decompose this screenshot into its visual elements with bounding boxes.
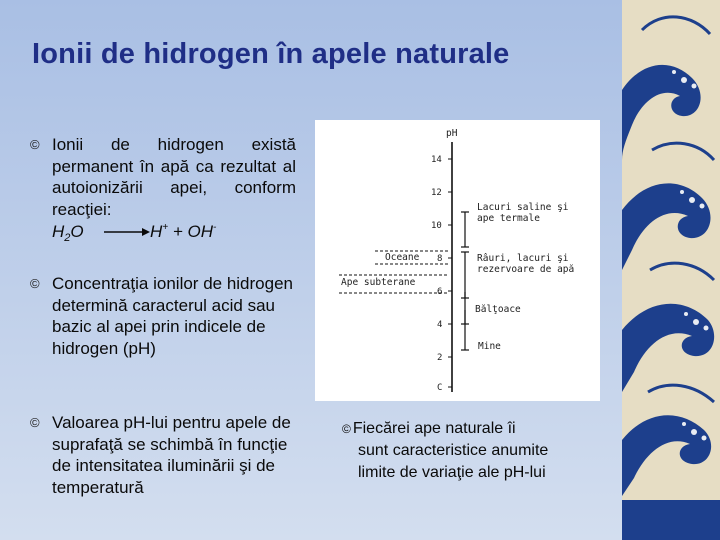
range-rauri-lacuri <box>461 252 574 298</box>
bullet-symbol: © <box>342 422 351 436</box>
tick-label: 10 <box>431 221 442 231</box>
bullet-symbol: © <box>30 276 40 291</box>
label-ape-subterane: Ape subterane <box>341 277 416 288</box>
range-baltoace <box>461 292 521 324</box>
ph-scale-svg <box>315 120 600 401</box>
label-rezervoare: rezervoare de apă <box>477 264 575 275</box>
note-ph-limits <box>342 418 610 484</box>
tick-label: 4 <box>437 320 443 330</box>
bullet-symbol: © <box>30 415 40 430</box>
reaction-products: H+ + OH- <box>150 222 217 241</box>
tick-label: 14 <box>431 155 442 165</box>
wave-decoration-icon <box>622 0 720 540</box>
label-baltoace: Bălţoace <box>475 304 521 315</box>
label-mine: Mine <box>478 341 501 352</box>
ph-ticks <box>431 155 452 393</box>
range-ape-subterane <box>339 275 448 293</box>
label-oceane: Oceane <box>385 252 420 263</box>
bullet-symbol: © <box>30 137 40 152</box>
bullet-text: Concentraţia ionilor de hidrogen determină caracterul acid sau bazic al apei prin indicele de hidrogen (pH) <box>52 274 293 358</box>
tick-label: C <box>437 383 443 393</box>
note-line-3: limite de variaţie ale pH-lui <box>358 464 546 481</box>
ph-axis-title: pH <box>446 128 458 139</box>
note-line-1: Fiecărei ape naturale îi <box>352 420 516 437</box>
reaction-arrow-icon <box>104 225 150 239</box>
note-line-2: sunt caracteristice anumite <box>358 442 549 459</box>
tick-label: 12 <box>431 188 442 198</box>
bullet-text: Ionii de hidrogen există permanent în apă ca rezultat al autoionizării apei, conform reacţiei: <box>52 135 296 219</box>
label-ape-termale: ape termale <box>477 213 540 224</box>
bullet-text: Valoarea pH-lui pentru apele de suprafaţă se schimbă în funcţie de intensitatea iluminării şi de temperatură <box>52 413 291 497</box>
tick-label: 2 <box>437 353 443 363</box>
tick-label: 8 <box>437 254 443 264</box>
range-lacuri-saline <box>461 202 569 247</box>
label-rauri: Râuri, lacuri şi <box>477 253 569 264</box>
range-mine <box>461 310 501 352</box>
ph-scale-diagram <box>315 120 600 401</box>
label-lacuri-saline: Lacuri saline şi <box>477 202 569 213</box>
tick-label: 6 <box>437 287 443 297</box>
reaction-reactant: $H_2O$ <box>52 222 84 244</box>
slide-title: Ionii de hidrogen în apele naturale <box>32 38 510 70</box>
